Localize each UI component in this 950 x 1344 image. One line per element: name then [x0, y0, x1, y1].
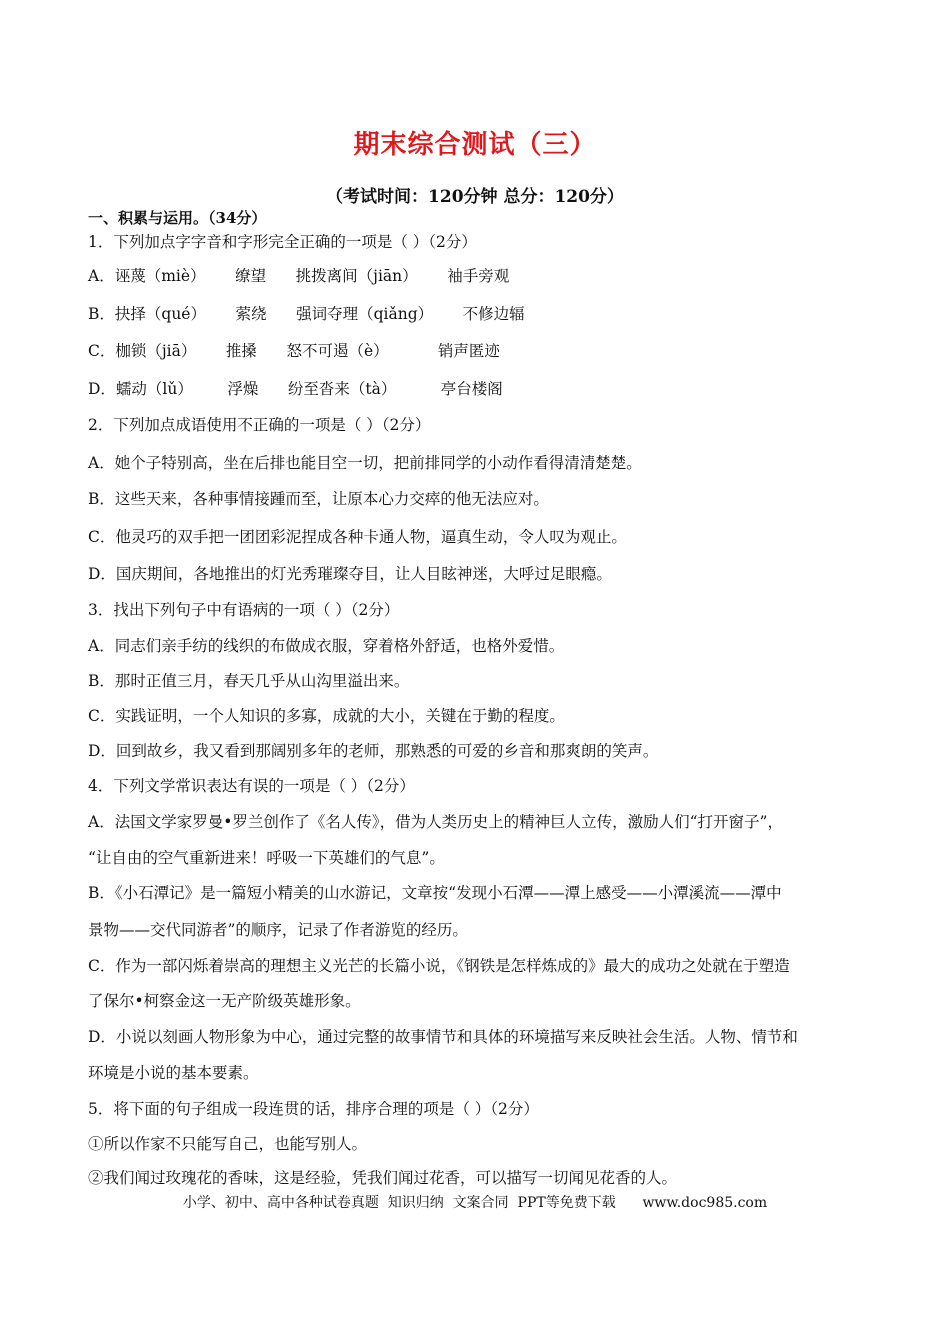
- question-1-option-c: C．枷锁（jiā） 推搡 怒不可遏（è） 销声匿迹: [88, 342, 500, 360]
- question-2-option-b: B．这些天来，各种事情接踵而至，让原本心力交瘁的他无法应对。: [88, 490, 549, 508]
- question-4-stem: 4．下列文学常识表达有误的一项是（ ）（2分）: [88, 777, 415, 795]
- question-2-option-c: C．他灵巧的双手把一团团彩泥捏成各种卡通人物，逼真生动，令人叹为观止。: [88, 528, 627, 546]
- question-4-option-c-line1: C．作为一部闪烁着崇高的理想主义光芒的长篇小说，《钢铁是怎样炼成的》最大的成功之处就在于塑造: [88, 957, 790, 975]
- question-4-option-d-line2: 环境是小说的基本要素。: [88, 1064, 259, 1082]
- question-2-option-a: A．她个子特别高，坐在后排也能目空一切，把前排同学的小动作看得清清楚楚。: [88, 454, 642, 472]
- question-4-option-b-line2: 景物——交代同游者”的顺序，记录了作者游览的经历。: [88, 921, 468, 939]
- question-5-sentence-1: ①所以作家不只能写自己，也能写别人。: [88, 1135, 368, 1153]
- question-4-option-b-line1: B．《小石潭记》是一篇短小精美的山水游记，文章按“发现小石潭——潭上感受——小潭溪流——潭中: [88, 884, 782, 902]
- question-2-stem: 2．下列加点成语使用不正确的一项是（ ）（2分）: [88, 416, 431, 434]
- question-5-sentence-2: ②我们闻过玫瑰花的香味，这是经验，凭我们闻过花香，可以描写一切闻见花香的人。: [88, 1169, 678, 1187]
- question-1-option-b: B．抉择（qué） 萦绕 强词夺理（qiǎng） 不修边辐: [88, 305, 525, 323]
- question-1-option-d: D．蠕动（lǔ） 浮燥 纷至沓来（tà） 亭台楼阁: [88, 380, 503, 398]
- question-3-option-c: C．实践证明，一个人知识的多寡，成就的大小，关键在于勤的程度。: [88, 707, 565, 725]
- question-4-option-a-line2: “让自由的空气重新进来！呼吸一下英雄们的气息”。: [88, 849, 445, 867]
- question-4-option-c-line2: 了保尔•柯察金这一无产阶级英雄形象。: [88, 992, 361, 1010]
- page-title: 期末综合测试（三）: [353, 130, 597, 160]
- question-3-option-d: D．回到故乡，我又看到那阔别多年的老师，那熟悉的可爱的乡音和那爽朗的笑声。: [88, 742, 659, 760]
- question-1-stem: 1．下列加点字字音和字形完全正确的一项是（ ）（2分）: [88, 233, 477, 251]
- question-4-option-a-line1: A．法国文学家罗曼•罗兰创作了《名人传》，借为人类历史上的精神巨人立传，激励人们“打开窗子”，: [88, 813, 783, 831]
- question-3-option-b: B．那时正值三月，春天几乎从山沟里溢出来。: [88, 672, 410, 690]
- question-3-option-a: A．同志们亲手纺的线织的布做成衣服，穿着格外舒适，也格外爱惜。: [88, 637, 565, 655]
- question-1-option-a: A．诬蔑（miè） 缭望 挑拨离间（jiān） 袖手旁观: [88, 267, 510, 285]
- exam-info: （考试时间：120分钟 总分：120分）: [326, 187, 624, 207]
- question-5-stem: 5．将下面的句子组成一段连贯的话，排序合理的项是（ ）（2分）: [88, 1100, 539, 1118]
- page-footer: 小学、初中、高中各种试卷真题 知识归纳 文案合同 PPT等免费下载 www.doc985.com: [182, 1195, 768, 1211]
- question-4-option-d-line1: D．小说以刻画人物形象为中心，通过完整的故事情节和具体的环境描写来反映社会生活。人物、情节和: [88, 1028, 798, 1046]
- question-3-stem: 3．找出下列句子中有语病的一项（ ）（2分）: [88, 601, 400, 619]
- question-2-option-d: D．国庆期间，各地推出的灯光秀璀璨夺目，让人目眩神迷，大呼过足眼瘾。: [88, 565, 612, 583]
- section-heading: 一、积累与运用。（34分）: [88, 209, 267, 227]
